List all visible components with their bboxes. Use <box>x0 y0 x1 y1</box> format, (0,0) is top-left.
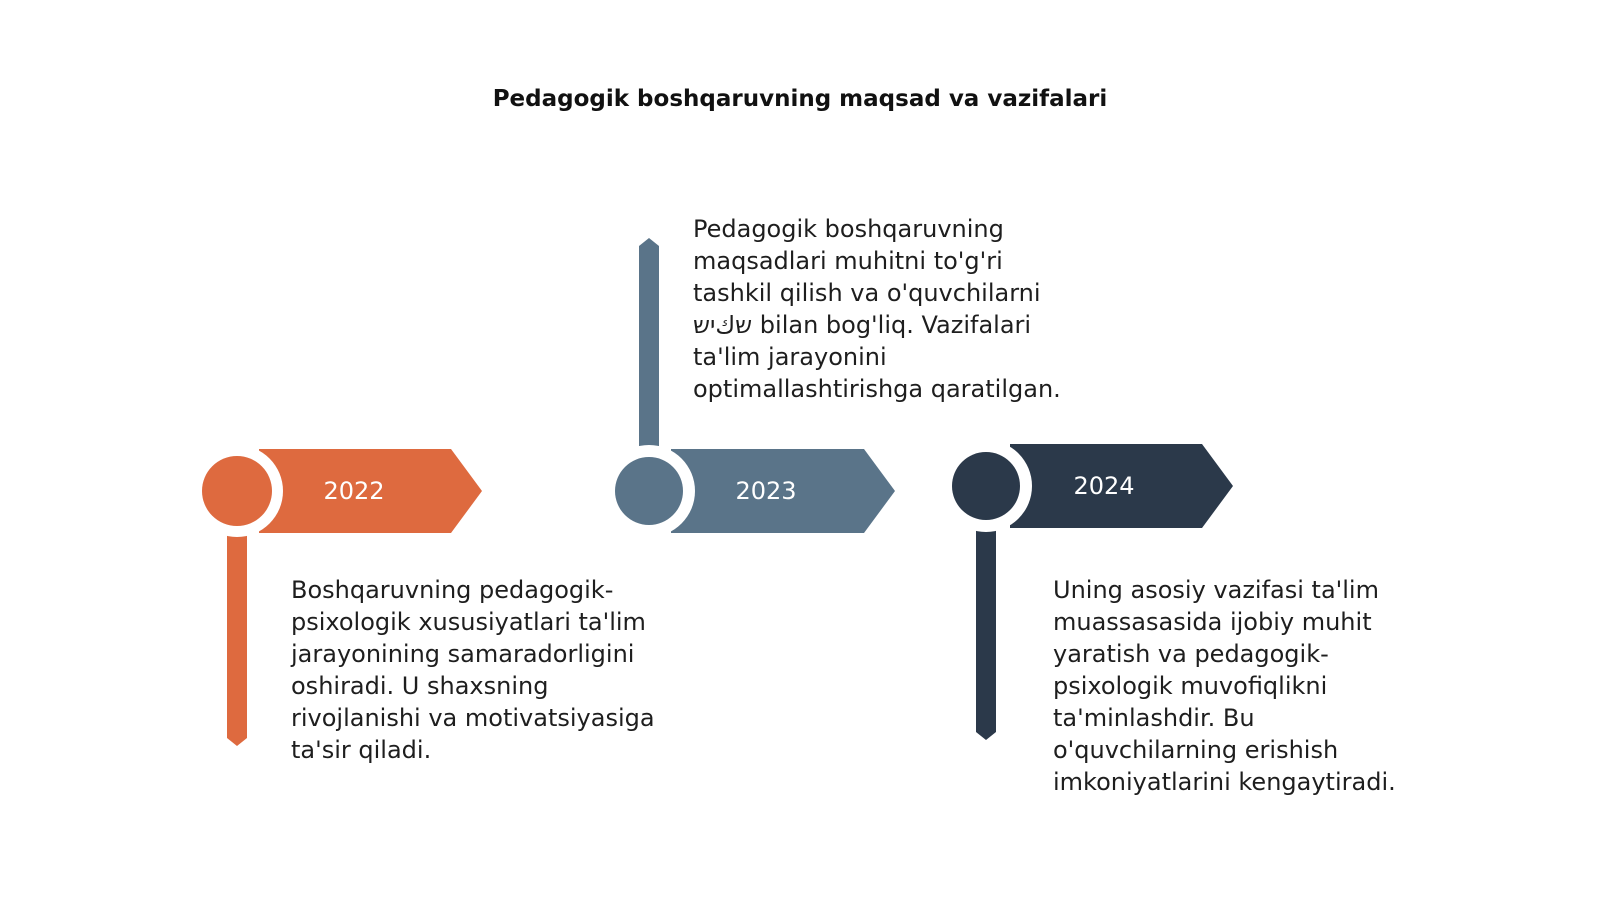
diagram-title: Pedagogik boshqaruvning maqsad va vazifalari <box>492 86 1108 112</box>
milestone-2022-description: Boshqaruvning pedagogik-psixologik xususiyatlari ta'lim jarayonining samaradorligini oshiradi. U shaxsning rivojlanishi va motivatsiyasiga ta'sir qiladi. <box>291 576 655 764</box>
milestone-2024-stem <box>976 530 996 740</box>
milestone-2023-stem <box>639 238 659 446</box>
milestone-2023-description: Pedagogik boshqaruvning maqsadlari muhitni to'g'ri tashkil qilish va o'quvchilarni שكיש bilan bog'liq. Vazifalari ta'lim jarayonini optimallashtirishga qaratilgan. <box>693 215 1061 403</box>
milestone-2024-description: Uning asosiy vazifasi ta'lim muassasasida ijobiy muhit yaratish va pedagogik-psixologik muvofiqlikni ta'minlashdir. Bu o'quvchilarning erishish imkoniyatlarini kengaytiradi. <box>1053 576 1396 796</box>
milestone-2023-year: 2023 <box>735 477 797 505</box>
milestone-2022-dot <box>202 456 272 526</box>
milestone-2024-dot <box>952 452 1020 520</box>
milestone-2022-year: 2022 <box>323 477 385 505</box>
milestone-2022-stem <box>227 534 247 746</box>
milestone-2024-year: 2024 <box>1073 472 1135 500</box>
milestone-2023-dot <box>615 457 683 525</box>
